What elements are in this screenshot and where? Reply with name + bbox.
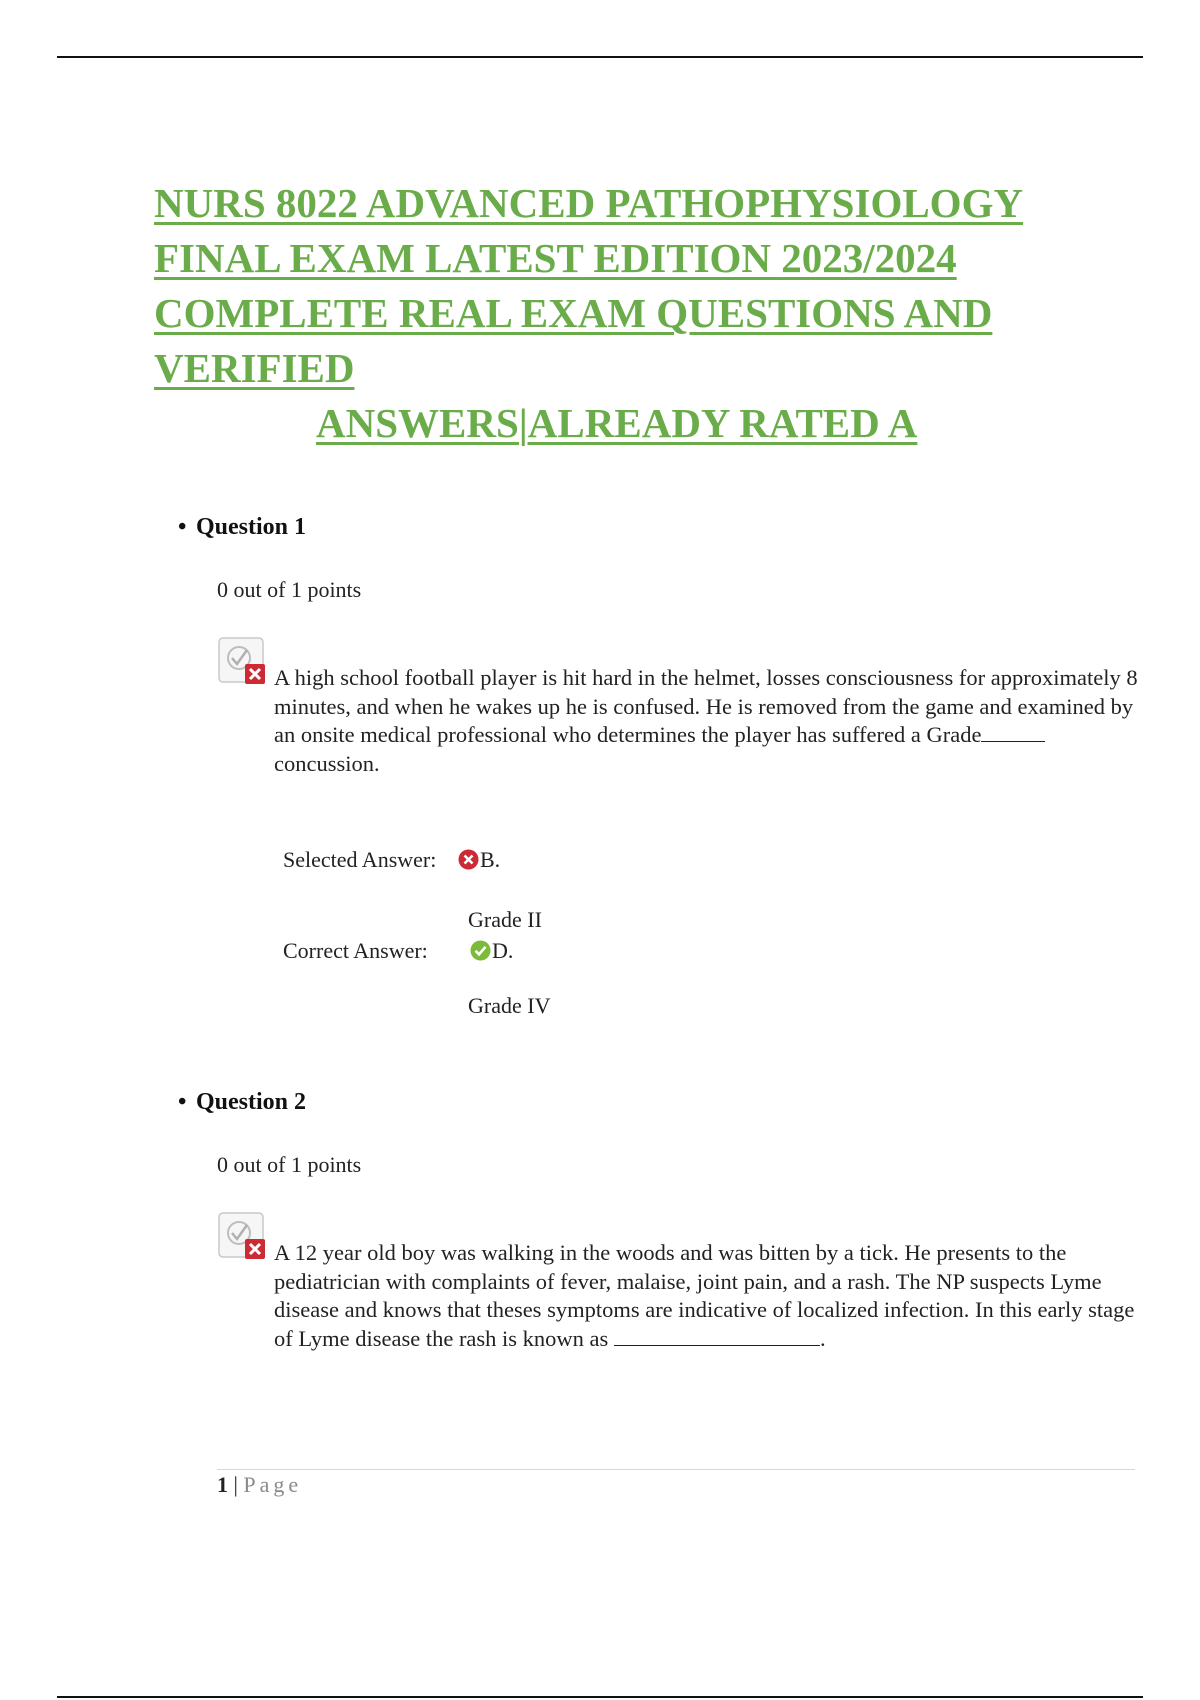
question-1-status-incorrect-icon	[217, 636, 269, 688]
correct-checkmark-icon	[470, 940, 491, 967]
title-line-3: COMPLETE REAL EXAM QUESTIONS AND	[154, 290, 993, 336]
selected-answer-text: Grade II	[468, 907, 542, 932]
correct-answer-label: Correct Answer:	[283, 938, 428, 963]
bottom-border-rule	[57, 1696, 1143, 1698]
question-2-text: A 12 year old boy was walking in the woods and was bitten by a tick. He presents to the pediatrician with complaints of fever, malaise, joint pain, and a rash. The NP suspects Lyme disease and knows that theses symptoms are indicative of localized infection. In this early stage of Lyme disease the rash is known as .	[274, 1240, 1135, 1351]
page-label: Page	[243, 1472, 303, 1497]
question-1-points: 0 out of 1 points	[217, 577, 362, 602]
question-2-heading: • Question 2	[178, 1089, 307, 1115]
answer-blank	[614, 1325, 820, 1346]
title-line-2: FINAL EXAM LATEST EDITION 2023/2024	[154, 235, 957, 281]
top-border-rule	[57, 56, 1143, 58]
page-number: 1	[217, 1472, 228, 1497]
selected-answer-value: B.	[458, 847, 500, 876]
incorrect-mark-icon	[458, 849, 479, 876]
title-line-1: NURS 8022 ADVANCED PATHOPHYSIOLOGY	[154, 180, 1024, 226]
question-2-status-incorrect-icon	[217, 1211, 269, 1263]
footer-rule	[217, 1469, 1135, 1470]
selected-answer-label: Selected Answer:	[283, 847, 437, 872]
question-2-points: 0 out of 1 points	[217, 1152, 362, 1177]
question-1-text: A high school football player is hit hard in the helmet, losses consciousness for approximately 8 minutes, and when he wakes up he is confused. He is removed from the game and examined by an onsite medical professional who determines the player has suffered a Gradeconcussion.	[274, 665, 1138, 776]
bullet-icon: •	[178, 514, 187, 540]
correct-answer-text: Grade IV	[468, 993, 551, 1018]
answer-blank	[981, 721, 1045, 742]
correct-answer-value: D.	[470, 938, 513, 967]
footer-separator: |	[233, 1472, 238, 1497]
document-title	[154, 176, 1114, 451]
page-footer	[217, 1472, 302, 1498]
title-line-5: ANSWERS|ALREADY RATED A	[316, 400, 918, 446]
title-line-4: VERIFIED	[154, 345, 355, 391]
question-1-heading: • Question 1	[178, 514, 307, 540]
bullet-icon: •	[178, 1089, 187, 1115]
